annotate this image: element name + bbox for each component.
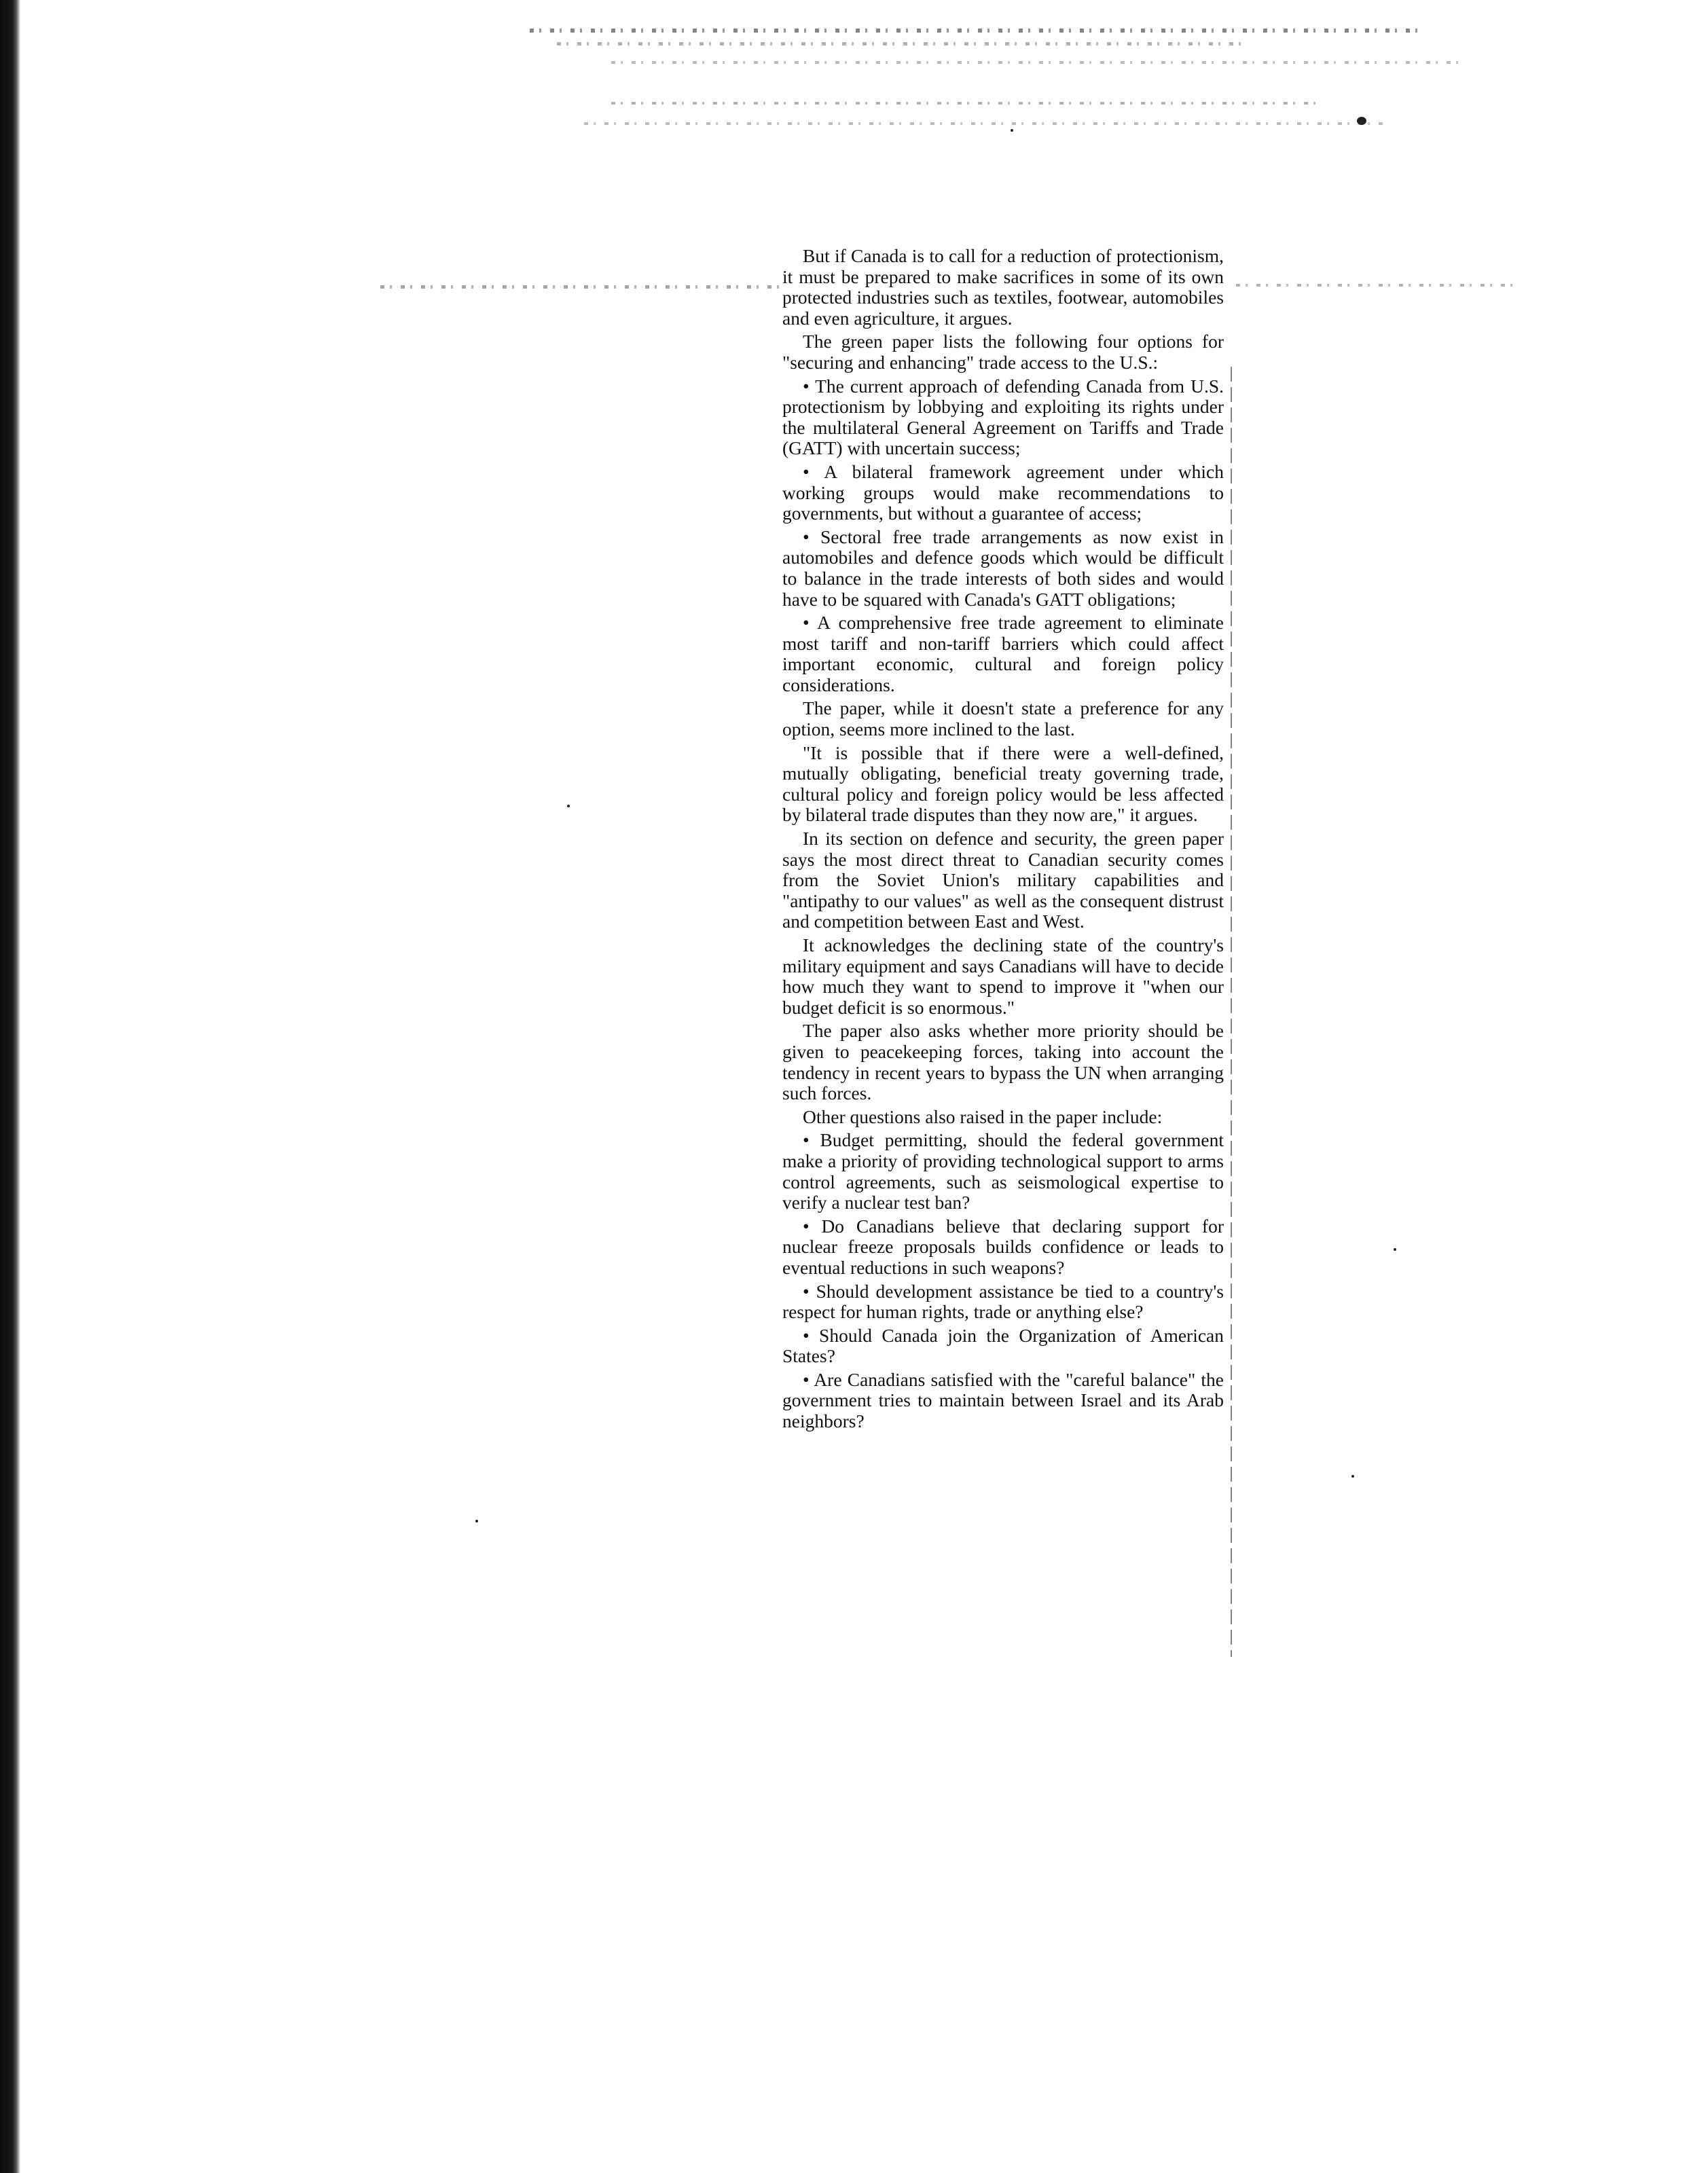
scan-speck [1351,1475,1354,1478]
article-paragraph: The paper also asks whether more priority should be given to peacekeeping forces, taking into account the tendency in recent years to bypass the UN when arranging such forces. [782,1020,1224,1104]
article-bullet: • A comprehensive free trade agreement to eliminate most tariff and non-tariff barriers which could affect important economic, cultural and foreign policy considerations. [782,612,1224,695]
scan-noise-top-5 [584,122,1385,125]
article-paragraph: The paper, while it doesn't state a preference for any option, seems more inclined to the last. [782,697,1224,740]
scan-speck [1394,1248,1396,1251]
scan-left-edge [0,0,20,2173]
article-bullet: • Sectoral free trade arrangements as now exist in automobiles and defence goods which would be difficult to balance in the trade interests of both sides and would have to be squared with Canada's GATT obligations; [782,526,1224,610]
article-paragraph: In its section on defence and security, the green paper says the most direct threat to Canadian security comes from the Soviet Union's military capabilities and "antipathy to our values" as well as the consequent distrust and competition between East and West. [782,828,1224,932]
article-paragraph: The green paper lists the following four options for "securing and enhancing" trade access to the U.S.: [782,331,1224,373]
article-bullet: • A bilateral framework agreement under which working groups would make recommendations to governments, but without a guarantee of access; [782,460,1224,524]
article-bullet: • Budget permitting, should the federal government make a priority of providing technological support to arms control agreements, such as seismological expertise to verify a nuclear test ban? [782,1129,1224,1213]
article-paragraph: It acknowledges the declining state of the country's military equipment and says Canadians will have to decide how much they want to spend to improve it "when our budget deficit is so enormous." [782,934,1224,1018]
article-bullet: • The current approach of defending Canada from U.S. protectionism by lobbying and exploiting its rights under the multilateral General Agreement on Tariffs and Trade (GATT) with uncertain success; [782,375,1224,459]
scan-noise-top-3 [611,61,1467,64]
article-bullet: • Are Canadians satisfied with the "careful balance" the government tries to maintain between Israel and its Arab neighbors? [782,1368,1224,1432]
article-bullet: • Do Canadians believe that declaring support for nuclear freeze proposals builds confidence or leads to eventual reductions in such weapons? [782,1215,1224,1278]
scan-noise-top-1 [530,29,1426,33]
column-edge-rule [1231,367,1232,1657]
scan-noise-top-4 [611,102,1318,105]
scan-noise-mid-right [1236,284,1521,287]
scan-noise-top-2 [557,42,1250,45]
scan-speck [1011,129,1013,132]
article-paragraph: Other questions also raised in the paper include: [803,1106,1163,1127]
article-bullet: • Should Canada join the Organization of American States? [782,1324,1224,1367]
scan-speck [567,805,570,807]
scan-speck [475,1520,478,1522]
article-bullet: • Should development assistance be tied to a country's respect for human rights, trade or anything else? [782,1280,1224,1323]
scan-speck [1357,117,1366,125]
scan-noise-mid-left [380,285,781,289]
article-column [782,246,1224,1435]
article-paragraph: But if Canada is to call for a reduction of protectionism, it must be prepared to make sacrifices in some of its own protected industries such as textiles, footwear, automobiles and even agriculture, it argues. [782,245,1224,329]
article-paragraph: "It is possible that if there were a well-defined, mutually obligating, beneficial treaty governing trade, cultural policy and foreign policy would be less affected by bilateral trade disputes than they now are," it argues. [782,742,1224,826]
